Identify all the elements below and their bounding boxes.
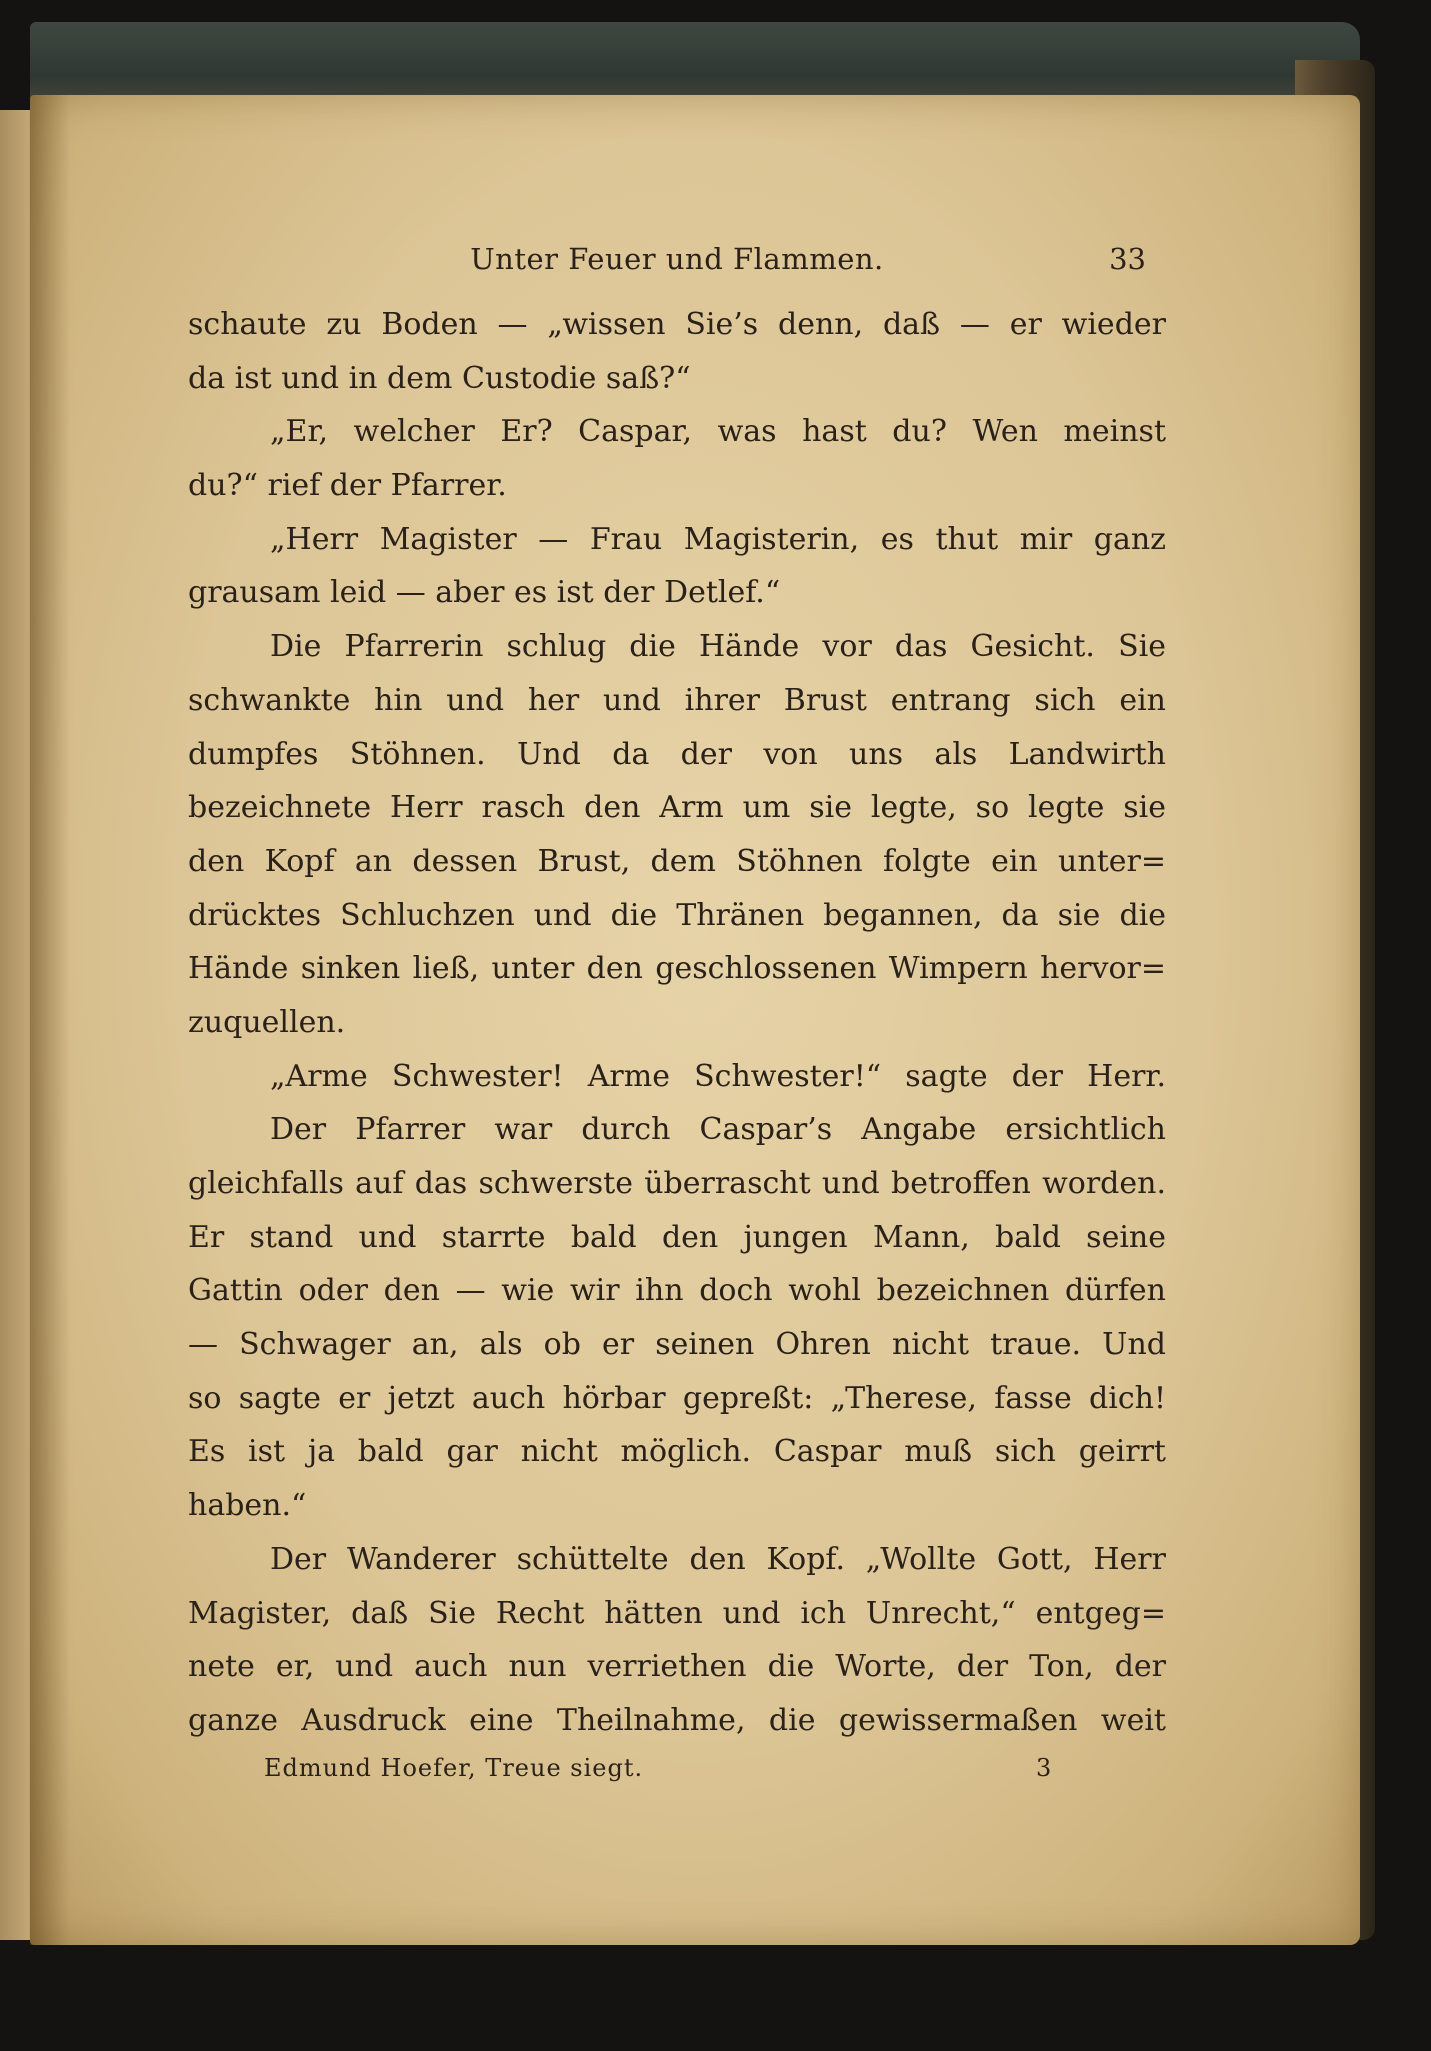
- page-footer: [188, 1754, 1166, 1794]
- text-line: Hände sinken ließ, unter den geschlossenen Wimpern hervor=: [188, 951, 1166, 987]
- signature-line: Edmund Hoefer, Treue siegt.: [264, 1753, 644, 1782]
- text-line: bezeichnete Herr rasch den Arm um sie legte, so legte sie: [188, 790, 1166, 826]
- running-title: Unter Feuer und Flammen.: [470, 242, 884, 276]
- text-line: nete er, und auch nun verriethen die Worte, der Ton, der: [188, 1649, 1166, 1685]
- text-line: Der Wanderer schüttelte den Kopf. „Wollte Gott, Herr: [270, 1541, 1166, 1577]
- text-line: so sagte er jetzt auch hörbar gepreßt: „Therese, fasse dich!: [188, 1380, 1166, 1416]
- text-line: dumpfes Stöhnen. Und da der von uns als Landwirth: [188, 736, 1166, 772]
- text-line: schwankte hin und her und ihrer Brust entrang sich ein: [188, 682, 1166, 718]
- page-header: [188, 232, 1166, 290]
- body-text: [188, 298, 1166, 1748]
- text-line: Gattin oder den — wie wir ihn doch wohl bezeichnen dürfen: [188, 1273, 1166, 1309]
- text-line: zuquellen.: [188, 1004, 346, 1040]
- page-gutter-shadow: [30, 95, 70, 1945]
- page-number: 33: [1109, 242, 1146, 276]
- text-line: „Arme Schwester! Arme Schwester!“ sagte der Herr.: [270, 1058, 1166, 1094]
- text-line: gleichfalls auf das schwerste überrascht und betroffen worden.: [188, 1166, 1166, 1201]
- text-line: Der Pfarrer war durch Caspar’s Angabe ersichtlich: [270, 1112, 1166, 1148]
- text-line: da ist und in dem Custodie saß?“: [188, 360, 691, 396]
- text-line: „Herr Magister — Frau Magisterin, es thut mir ganz: [270, 521, 1166, 557]
- text-line: Er stand und starrte bald den jungen Mann, bald seine: [188, 1219, 1166, 1255]
- text-line: grausam leid — aber es ist der Detlef.“: [188, 575, 781, 611]
- sheet-number: 3: [1036, 1753, 1053, 1782]
- text-line: den Kopf an dessen Brust, dem Stöhnen folgte ein unter=: [188, 843, 1166, 879]
- text-line: du?“ rief der Pfarrer.: [188, 468, 507, 504]
- text-line: drücktes Schluchzen und die Thränen begannen, da sie die: [188, 897, 1166, 933]
- text-line: Magister, daß Sie Recht hätten und ich Unrecht,“ entgeg=: [188, 1595, 1166, 1631]
- text-line: schaute zu Boden — „wissen Sie’s denn, daß — er wieder: [188, 307, 1166, 342]
- text-line: ganze Ausdruck eine Theilnahme, die gewissermaßen weit: [188, 1702, 1166, 1738]
- text-line: haben.“: [188, 1488, 307, 1524]
- text-line: Die Pfarrerin schlug die Hände vor das Gesicht. Sie: [270, 629, 1166, 665]
- text-line: — Schwager an, als ob er seinen Ohren nicht traue. Und: [188, 1327, 1166, 1363]
- text-line: Es ist ja bald gar nicht möglich. Caspar muß sich geirrt: [188, 1434, 1166, 1470]
- page-text-block: [188, 232, 1166, 1794]
- text-line: „Er, welcher Er? Caspar, was hast du? Wen meinst: [270, 414, 1166, 450]
